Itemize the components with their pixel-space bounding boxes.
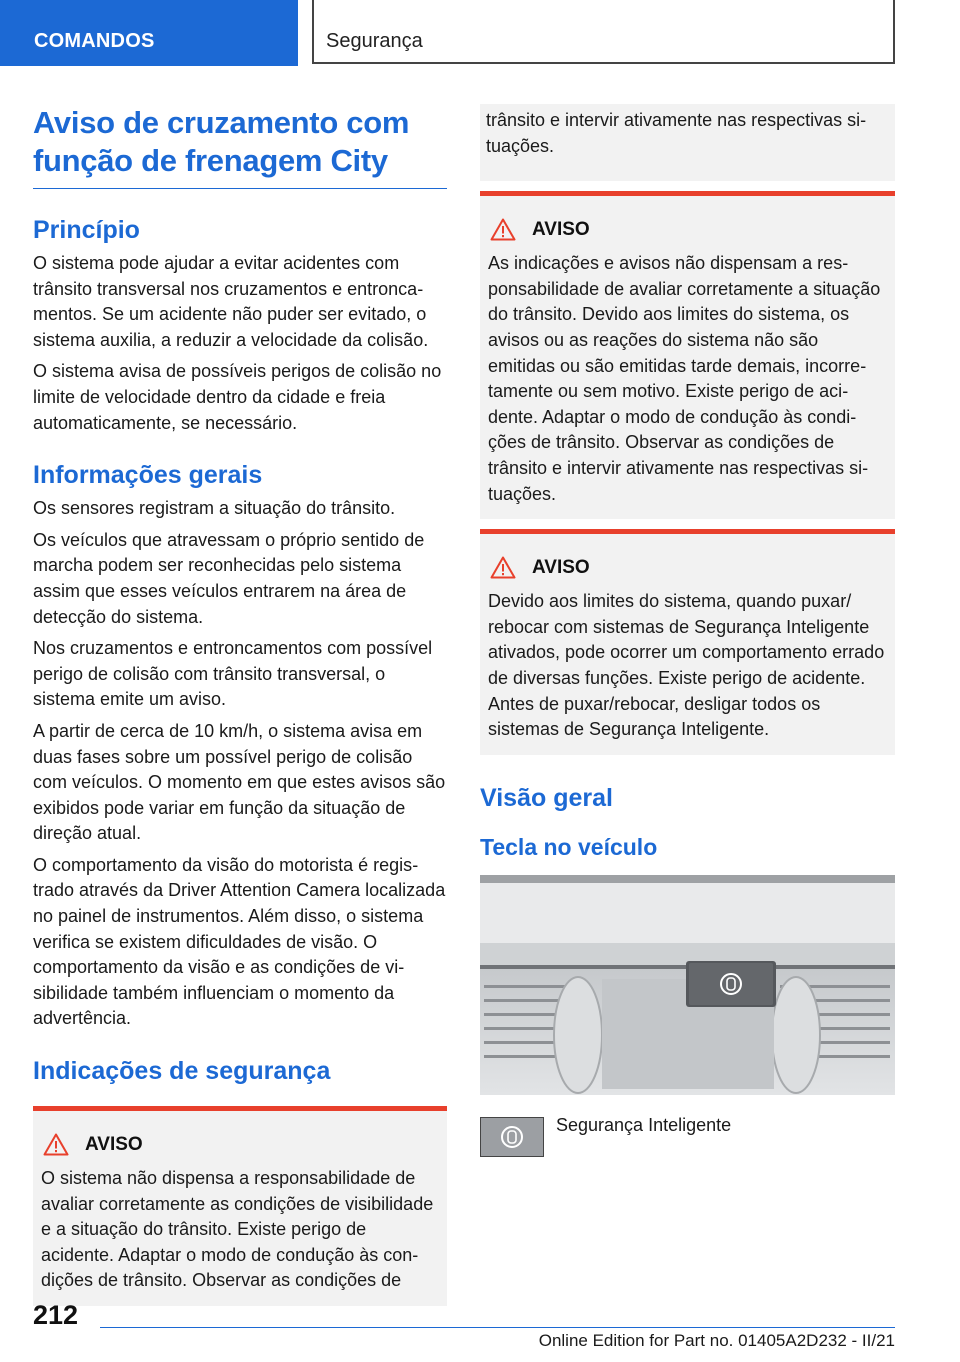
warning-triangle-icon	[43, 1133, 69, 1156]
warning-box-continued	[480, 104, 895, 181]
warning-triangle-icon	[490, 218, 516, 241]
right-column	[480, 104, 895, 1157]
warning-box	[480, 529, 895, 755]
general-paragraph: O comportamento da visão do motorista é registrado através da Driver Attention Camera localizada no painel de instrumentos. Além disso, o sistema verifica se existem dificuldades de visão. O comportamento da visão e as condições de visibilidade também influenciam o momento da advertência.	[33, 854, 446, 1029]
warning-text: O sistema não dispensa a responsabilidade de avaliar corretamente as condições de visibilidade e a situação do trânsito. Existe perigo de acidente. Adaptar o modo de condução às condições de trânsito. Observar as condições de	[41, 1168, 434, 1291]
key-legend	[480, 1113, 895, 1157]
topic-label: Segurança	[326, 30, 423, 52]
safety-heading: Indicações de segurança	[33, 1057, 331, 1086]
overview-heading: Visão geral	[480, 783, 613, 812]
left-column	[33, 104, 447, 1306]
warning-label: AVISO	[532, 556, 590, 578]
principle-heading: Princípio	[33, 216, 140, 244]
principle-paragraph: O sistema pode ajudar a evitar acidentes com trânsito transversal nos cruzamentos e entroncamentos. Se um acidente não puder ser evitado, o sistema auxilia, a reduzir a velocidade da colisão.	[33, 253, 429, 350]
warning-label: AVISO	[532, 218, 590, 240]
warning-triangle-icon	[490, 556, 516, 579]
edition-text: Online Edition for Part no. 01405A2D232 - II/21	[538, 1331, 895, 1350]
general-heading: Informações gerais	[33, 461, 263, 490]
general-paragraph: Nos cruzamentos e entroncamentos com possível perigo de colisão com trânsito transversal, o sistema emite um aviso.	[33, 638, 433, 710]
key-subheading: Tecla no veículo	[480, 833, 658, 860]
page-title: Aviso de cruzamento com função de frenagem City	[33, 105, 410, 178]
warning-text: Devido aos limites do sistema, quando puxar/ rebocar com sistemas de Segurança Inteligente ativados, pode ocorrer um comportamento errado de diversas funções. Existe perigo de acidente. Antes de puxar/rebocar, desligar todos os sistemas de Segurança Inteligente.	[488, 591, 885, 740]
warning-label: AVISO	[85, 1133, 143, 1155]
key-label: Segurança Inteligente	[556, 1114, 732, 1135]
footer-divider	[100, 1327, 895, 1328]
principle-paragraph: O sistema avisa de possíveis perigos de colisão no limite de velocidade dentro da cidade e freia automaticamente, se necessário.	[33, 361, 442, 433]
warning-text: As indicações e avisos não dispensam a responsabilidade de avaliar corretamente a situação do trânsito. Devido aos limites do sistema, os avisos ou as reações do sistema não são emitidas ou são emitidas tarde demais, incorretamente ou sem motivo. Existe perigo de acidente. Adaptar o modo de condução às condições de trânsito. Observar as condições de trânsito e intervir ativamente nas respectivas situações.	[488, 253, 881, 504]
topic-tab	[312, 0, 895, 64]
page-number: 212	[33, 1300, 79, 1330]
section-tab	[0, 0, 298, 66]
title-divider	[33, 188, 447, 189]
warning-text: trânsito e intervir ativamente nas respectivas situações.	[486, 110, 867, 156]
warning-box	[480, 191, 895, 519]
section-label: COMANDOS	[34, 30, 155, 52]
intelligent-safety-icon	[480, 1117, 544, 1157]
general-paragraph: A partir de cerca de 10 km/h, o sistema avisa em duas fases sobre um possível perigo de colisão com veículos. O momento em que estes avisos são exibidos pode variar em função da situação de direção atual.	[33, 720, 446, 844]
warning-box	[33, 1106, 447, 1306]
general-paragraph: Os sensores registram a situação do trânsito.	[33, 498, 396, 519]
general-paragraph: Os veículos que atravessam o próprio sentido de marcha podem ser reconhecidas pelo sistema assim que esses veículos entrarem na área de detecção do sistema.	[33, 529, 425, 627]
dashboard-photo-illustration	[480, 875, 895, 1095]
vehicle-button-photo	[480, 875, 895, 1095]
